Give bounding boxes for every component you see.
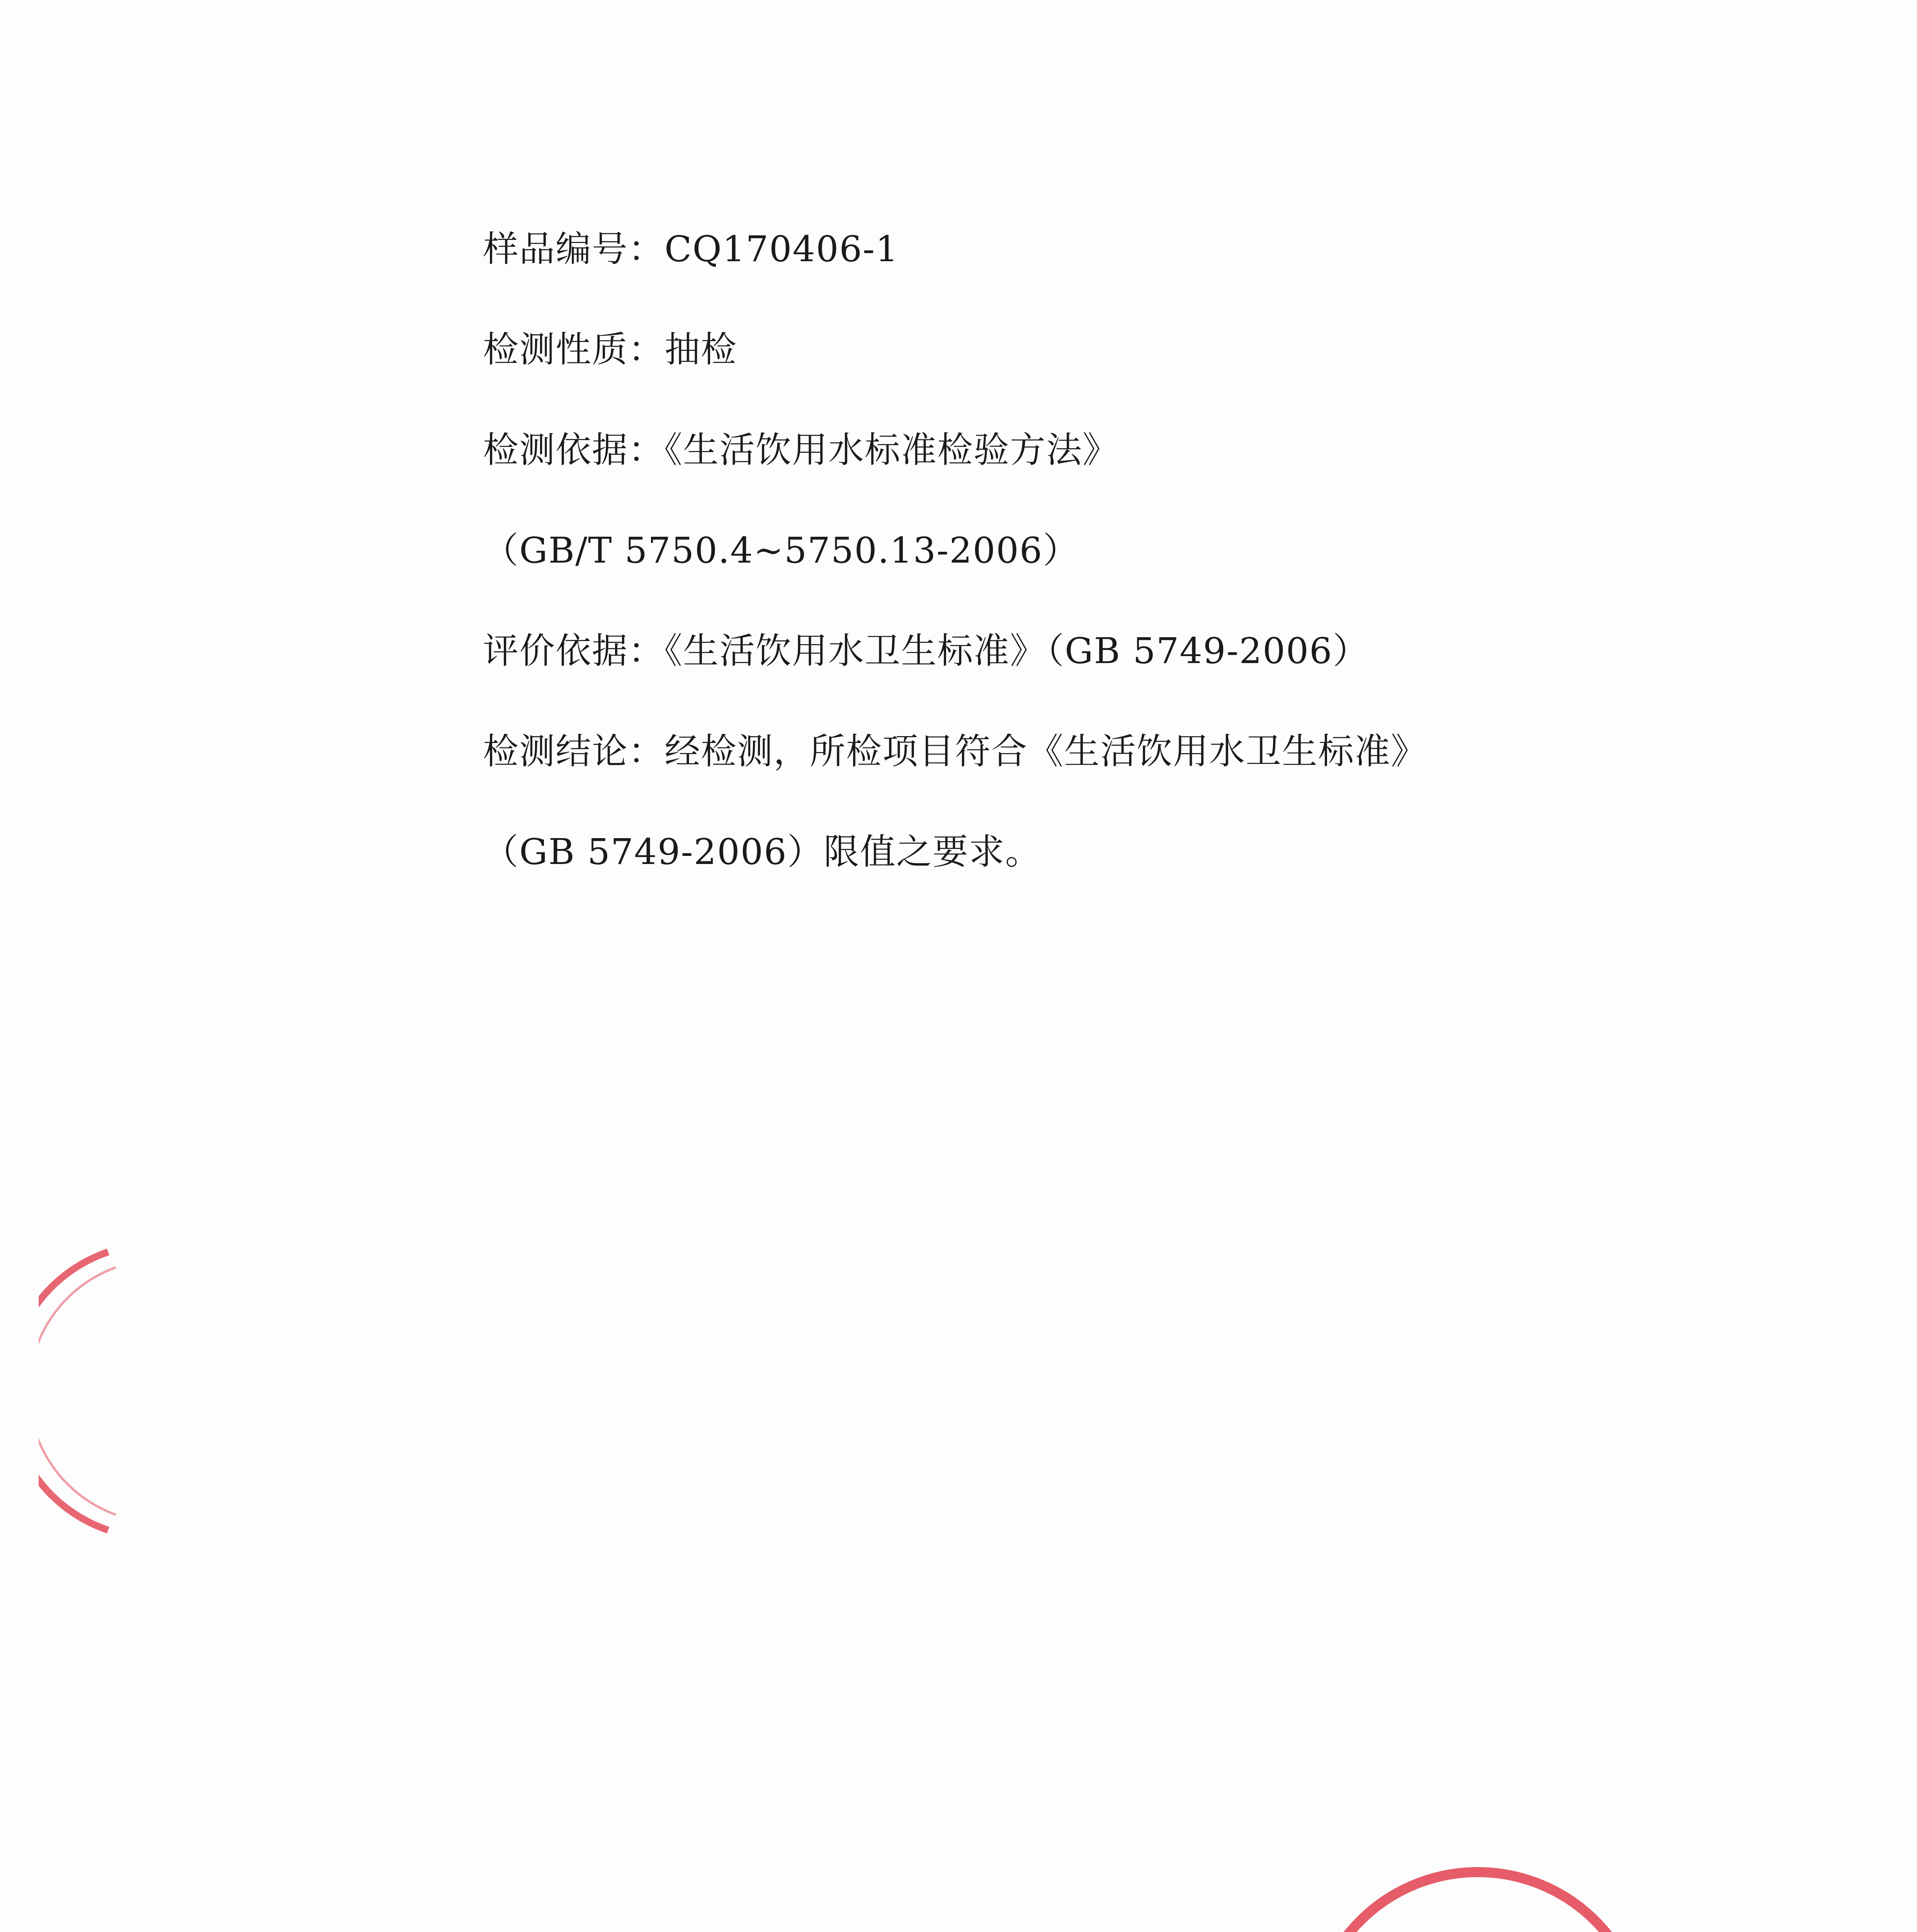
sample-number-line — [483, 226, 899, 272]
conclusion-value: 经检测，所检项目符合《生活饮用水卫生标准》 — [664, 731, 1428, 772]
test-basis-value: 《生活饮用水标准检验方法》 — [664, 429, 1119, 471]
test-nature-value: 抽检 — [664, 329, 738, 370]
sample-number-value: CQ170406-1 — [664, 228, 899, 270]
inspection-unit-seal — [1294, 1855, 1661, 1932]
conclusion-continuation: （GB 5749-2006）限值之要求。 — [483, 831, 1042, 872]
test-nature-line — [483, 327, 737, 373]
partial-seal-left-edge — [39, 1236, 116, 1546]
test-basis-continuation: （GB/T 5750.4~5750.13-2006） — [483, 530, 1079, 571]
test-nature-label: 检测性质： — [483, 329, 665, 370]
test-basis-line — [483, 427, 1119, 473]
sample-number-label: 样品编号： — [483, 228, 665, 270]
test-basis-label: 检测依据： — [483, 429, 665, 471]
conclusion-line — [483, 728, 1427, 775]
eval-basis-line — [483, 628, 1369, 674]
conclusion-label: 检测结论： — [483, 731, 665, 772]
eval-basis-value: 《生活饮用水卫生标准》（GB 5749-2006） — [664, 630, 1369, 672]
eval-basis-label: 评价依据： — [483, 630, 665, 672]
